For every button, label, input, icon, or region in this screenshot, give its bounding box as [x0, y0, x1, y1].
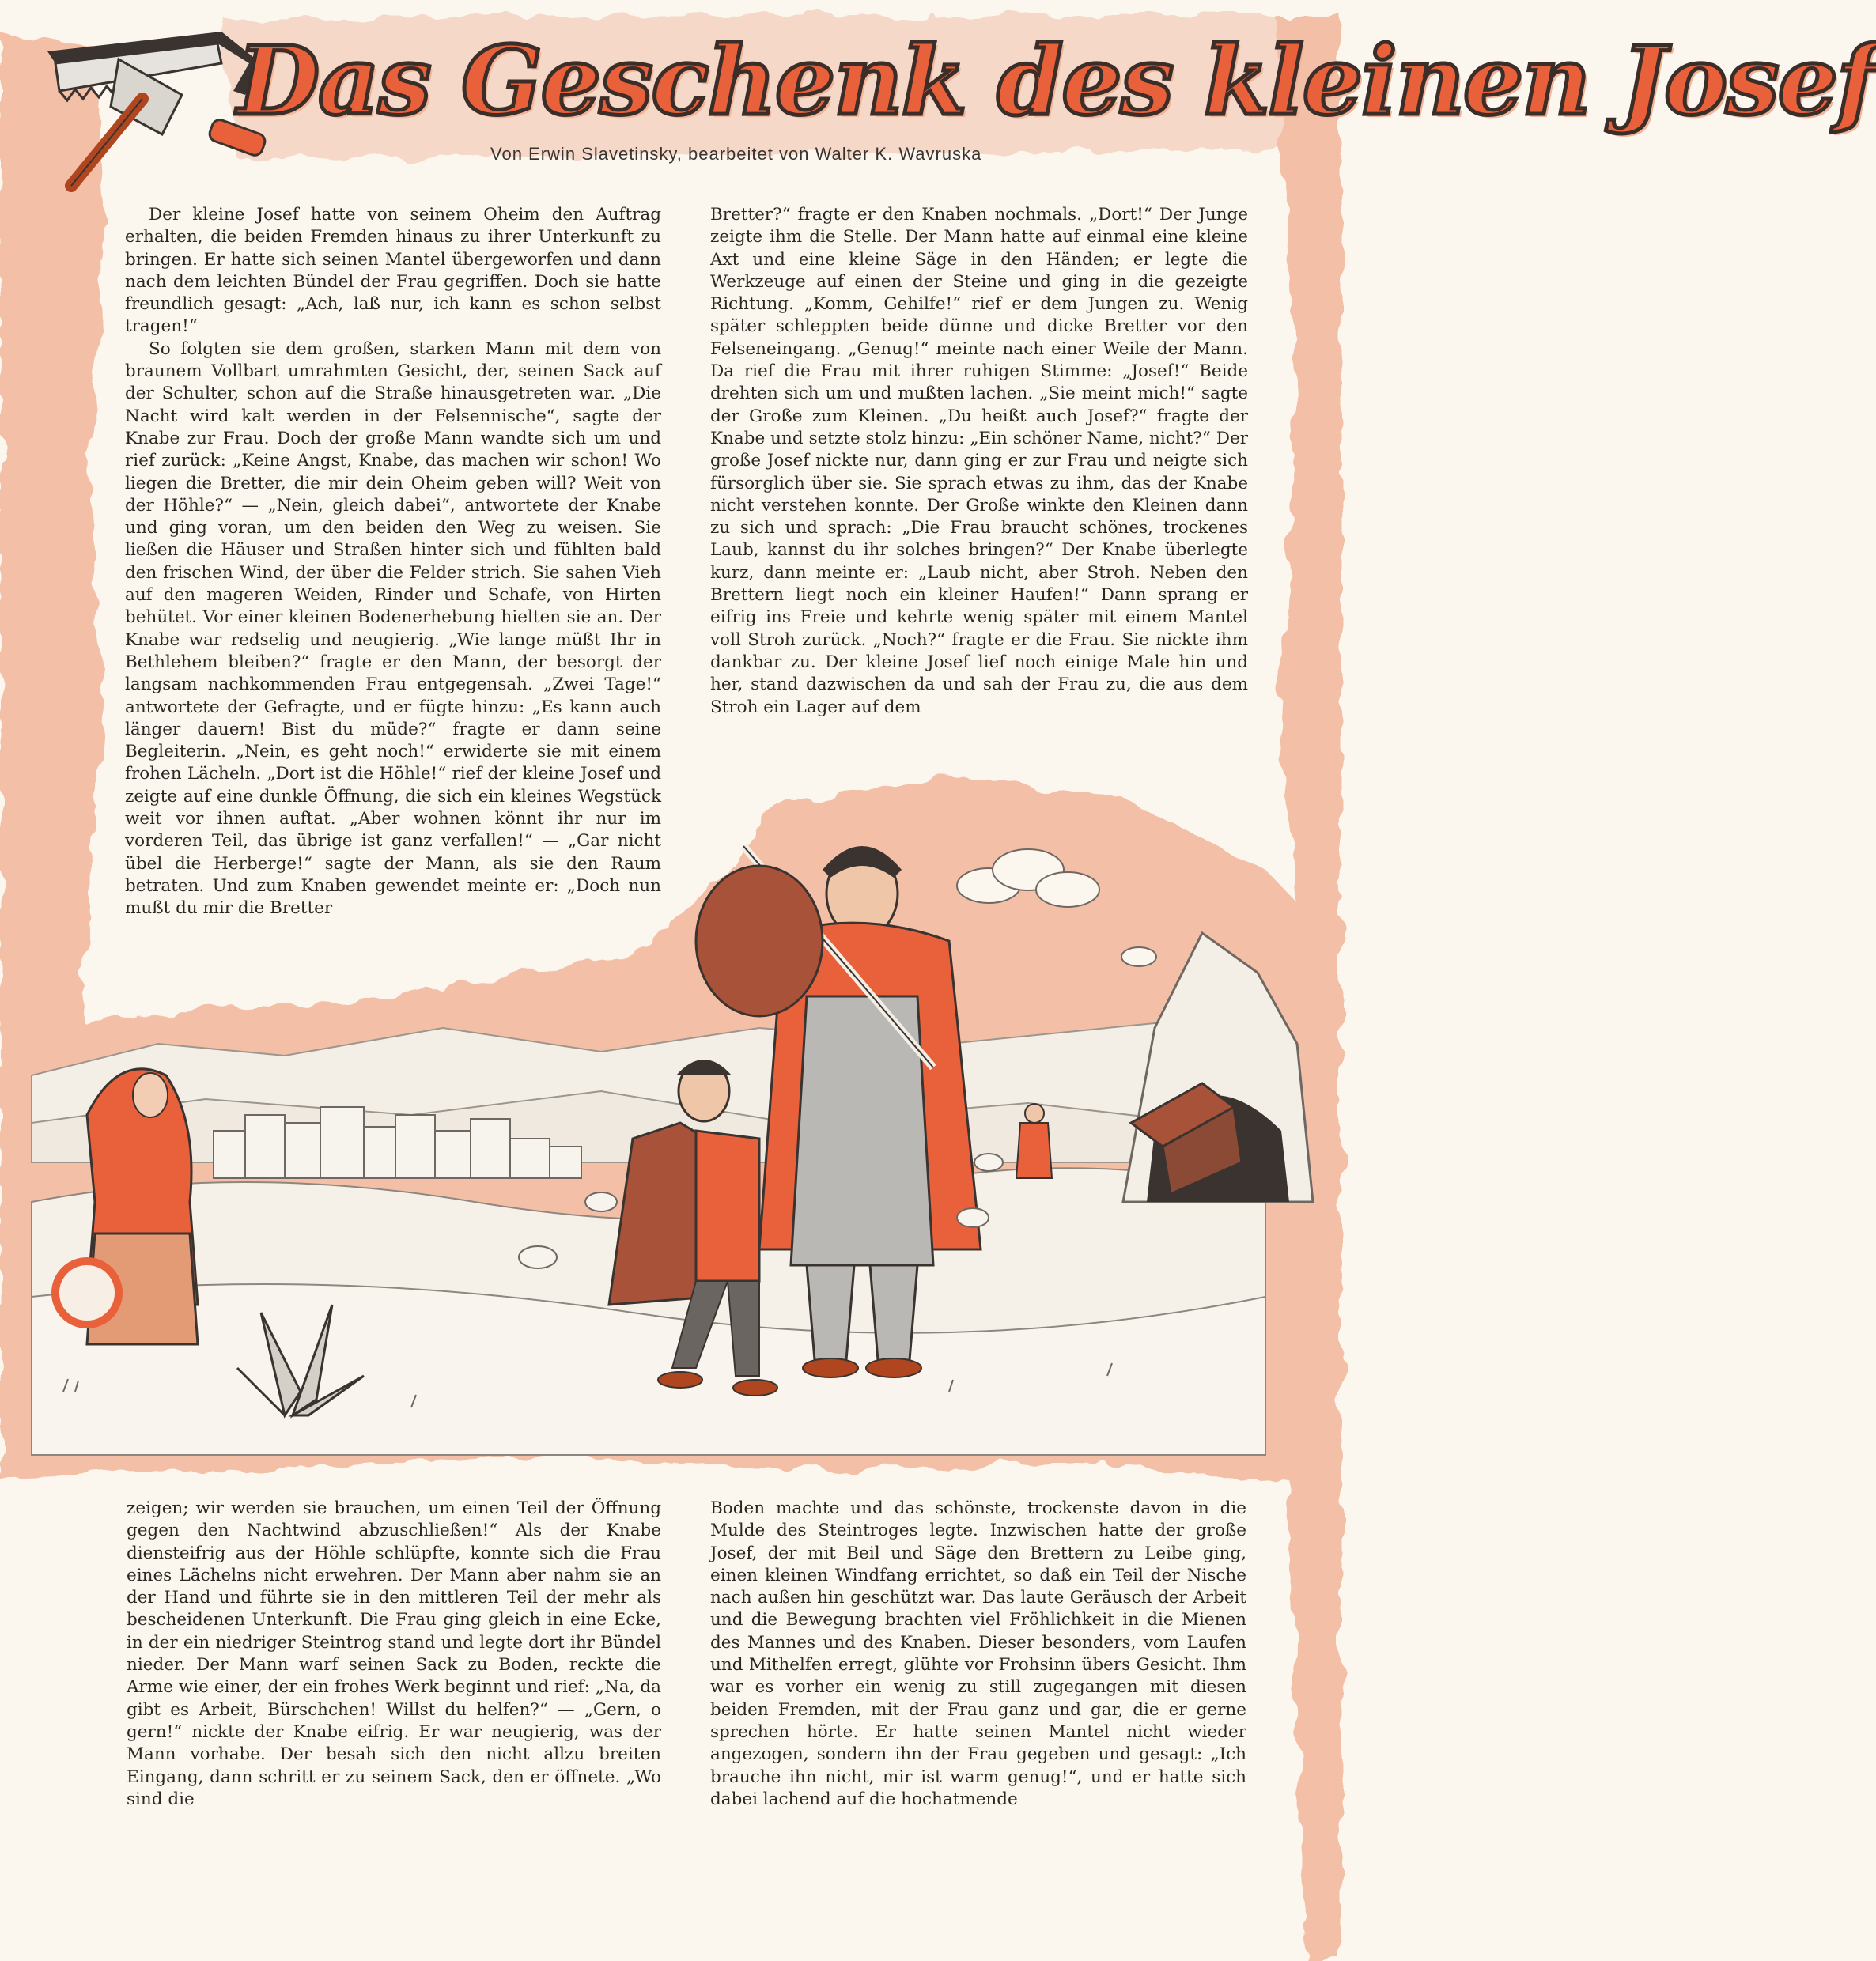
text-column-top-right [710, 204, 1248, 750]
paragraph: Der kleine Josef hatte von seinem Oheim den Auftrag erhalten, die beiden Fremden hinaus zu ihrer Unterkunft zu bringen. Er hatte sich seinen Mantel übergeworfen und dann nach dem leichten Bündel der Frau gegriffen. Doch sie hatte freundlich gesagt: „Ach, laß nur, ich kann es schon selbst tragen!“ [125, 205, 661, 337]
article-title: Das Geschenk des kleinen Josef [237, 25, 1876, 137]
cave-entrance [1123, 933, 1313, 1202]
article-byline: Von Erwin Slavetinsky, bearbeitet von Walter K. Wavruska [490, 144, 982, 164]
paragraph: Boden machte und das schönste, trockenste davon in die Mulde des Steintroges legte. Inzwischen hatte der große Josef, der mit Beil und Säge den Brettern zu Leibe ging, einen kleinen Windfang errichtet, so daß ein Teil der Nische nach außen hin geschützt war. Das laute Geräusch der Arbeit und die Bewegung brachten viel Fröhlichkeit in die Mienen des Mannes und des Knaben. Dieser besonders, vom Laufen und Mithelfen erregt, glühte vor Frohsinn übers Gesicht. Ihm war es vorher ein wenig zu still zugegangen mit diesen beiden Fremden, mit der Frau ganz und gar, die er gerne sprechen hörte. Er hatte seinen Mantel nicht wieder angezogen, sondern ihn der Frau gegeben und gesagt: „Ich brauche ihn nicht, mir ist warm genug!“, und er hatte sich dabei lachend auf die hochatmende [710, 1498, 1246, 1809]
clouds [957, 849, 1156, 966]
paragraph: zeigen; wir werden sie brauchen, um einen Teil der Öffnung gegen den Nachtwind abzuschließen!“ Als der Knabe diensteifrig aus der Höhle schlüpfte, konnte sich die Frau eines Lächelns nicht erwehren. Der Mann aber nahm sie an der Hand und führte sie in den mittleren Teil der mehr als bescheidenen Unterkunft. Die Frau ging gleich in eine Ecke, in der ein niedriger Steintrog stand und legte dort ihr Bündel nieder. Der Mann warf seinen Sack zu Boden, reckte die Arme wie einer, der ein frohes Werk beginnt und rief: „Na, da gibt es Arbeit, Bürschchen! Willst du helfen?“ — „Gern, o gern!“ nickte der Knabe eifrig. Er war neugierig, was der Mann vorhabe. Der besah sich den nicht allzu breiten Eingang, dann schritt er zu seinem Sack, den er öffnete. „Wo sind die [127, 1498, 661, 1809]
nativity-journey-illustration [0, 791, 1341, 1471]
paragraph: Bretter?“ fragte er den Knaben nochmals. „Dort!“ Der Junge zeigte ihm die Stelle. Der Mann hatte auf einmal eine kleine Axt und eine kleine Säge in den Händen; er legte die Werkzeuge auf einen der Steine und ging in die gezeigte Richtung. „Komm, Gehilfe!“ rief er dem Jungen zu. Wenig später schleppten beide dünne und dicke Bretter vor den Felseneingang. „Genug!“ meinte nach einer Weile der Mann. Da rief die Frau mit ihrer ruhigen Stimme: „Josef!“ Beide drehten sich um und mußten lachen. „Sie meint mich!“ sagte der Große zum Kleinen. „Du heißt auch Josef?“ fragte der Knabe und setzte stolz hinzu: „Ein schöner Name, nicht?“ Der große Josef nickte nur, dann ging er zur Frau und neigte sich fürsorglich über sie. Sie sprach etwas zu ihm, das der Knabe nicht verstehen konnte. Der Große winkte den Kleinen dann zu sich und sprach: „Die Frau braucht schönes, trockenes Laub, kannst du ihr solches bringen?“ Der Knabe überlegte kurz, dann meinte er: „Laub nicht, aber Stroh. Neben den Brettern liegt noch ein kleiner Haufen!“ Dann sprang er eifrig ins Freie und kehrte wenig später mit einem Mantel voll Stroh zurück. „Noch?“ fragte er die Frau. Sie nickte ihm dankbar zu. Der kleine Josef lief noch einige Male hin und her, stand dazwischen da und sah der Frau zu, die aus dem Stroh ein Lager auf dem [710, 205, 1248, 717]
paragraph: So folgten sie dem großen, starken Mann mit dem von braunem Vollbart umrahmten Gesicht, der, seinen Sack auf der Schulter, schon auf die Straße hinausgetreten war. „Die Nacht wird kalt werden in der Felsennische“, sagte der Knabe zur Frau. Doch der große Mann wandte sich um und rief zurück: „Keine Angst, Knabe, das machen wir schon! Wo liegen die Bretter, die mir dein Oheim geben will? Weit von der Höhle?“ — „Nein, gleich dabei“, antwortete der Knabe und ging voran, um den beiden den Weg zu weisen. Sie ließen die Häuser und Straßen hinter sich und fühlten bald den frischen Wind, der über die Felder strich. Sie sahen Vieh auf den mageren Weiden, Rinder und Schafe, von Hirten behütet. Vor einer kleinen Bodenerhebung hielten sie an. Der Knabe war redselig und neugierig. „Wie lange müßt Ihr in Bethlehem bleiben?“ fragte er den Mann, der besorgt der langsam nachkommenden Frau entgegensah. „Zwei Tage!“ antwortete der Gefragte, und er fügte hinzu: „Es kann auch länger dauern! Bist du müde?“ fragte er dann seine Begleiterin. „Nein, es geht noch!“ erwiderte sie mit einem frohen Lächeln. „Dort ist die Höhle!“ rief der kleine Josef und zeigte auf eine dunkle Öffnung, die sich ein kleines Wegstück weit vor ihnen auftat. „Aber wohnen könnt ihr nur im vorderen Teil, das übrige ist ganz verfallen!“ — „Gar nicht übel die Herberge!“ sagte der Mann, als sie den Raum betraten. Und zum Knaben gewendet meinte er: „Doch nun mußt du mir die Bretter [125, 338, 661, 919]
text-column-bottom-right [710, 1498, 1246, 1830]
text-column-bottom-left [127, 1498, 661, 1830]
